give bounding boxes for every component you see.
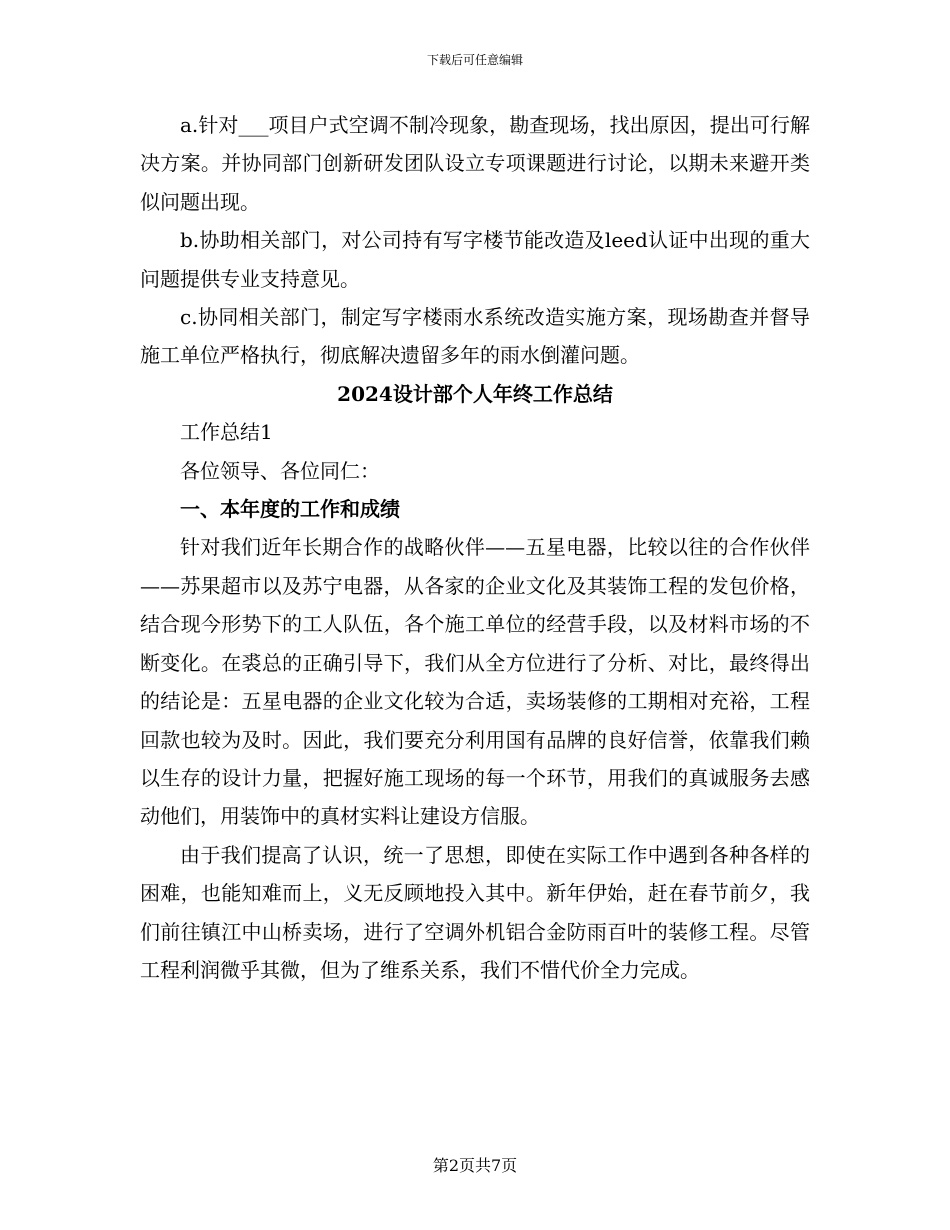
paragraph-item-c: c.协同相关部门，制定写字楼雨水系统改造实施方案，现场勘查并督导施工单位严格执行，彻底解决遗留多年的雨水倒灌问题。 (140, 305, 810, 368)
section-heading: 一、本年度的工作和成绩 (180, 497, 400, 522)
salutation: 各位领导、各位同仁： (180, 458, 380, 483)
paragraph-item-b: b.协助相关部门，对公司持有写字楼节能改造及leed认证中出现的重大问题提供专业支持意见。 (140, 228, 810, 291)
body-paragraph-1: 针对我们近年长期合作的战略伙伴——五星电器，比较以往的合作伙伴——苏果超市以及苏宁电器，从各家的企业文化及其装饰工程的发包价格，结合现今形势下的工人队伍，各个施工单位的经营手段，以及材料市场的不断变化。在裘总的正确引导下，我们从全方位进行了分析、对比，最终得出的结论是：五星电器的企业文化较为合适，卖场装修的工期相对充裕，工程回款也较为及时。因此，我们要充分利用国有品牌的良好信誉，依靠我们赖以生存的设计力量，把握好施工现场的每一个环节，用我们的真诚服务去感动他们，用装饰中的真材实料让建设方信服。 (140, 535, 810, 829)
document-body (140, 106, 810, 989)
paragraph-item-a: a.针对___项目户式空调不制冷现象，勘查现场，找出原因，提出可行解决方案。并协同部门创新研发团队设立专项课题进行讨论，以期未来避开类似问题出现。 (140, 113, 810, 214)
body-paragraph-2: 由于我们提高了认识，统一了思想，即使在实际工作中遇到各种各样的困难，也能知难而上，义无反顾地投入其中。新年伊始，赶在春节前夕，我们前往镇江中山桥卖场，进行了空调外机铝合金防雨百叶的装修工程。尽管工程利润微乎其微，但为了维系关系，我们不惜代价全力完成。 (140, 842, 810, 982)
page-footer: 第2页共7页 (432, 1156, 518, 1175)
page-header: 下载后可任意编辑 (426, 53, 523, 67)
document-title: 2024设计部个人年终工作总结 (337, 381, 613, 406)
document-subtitle: 工作总结1 (180, 420, 273, 445)
